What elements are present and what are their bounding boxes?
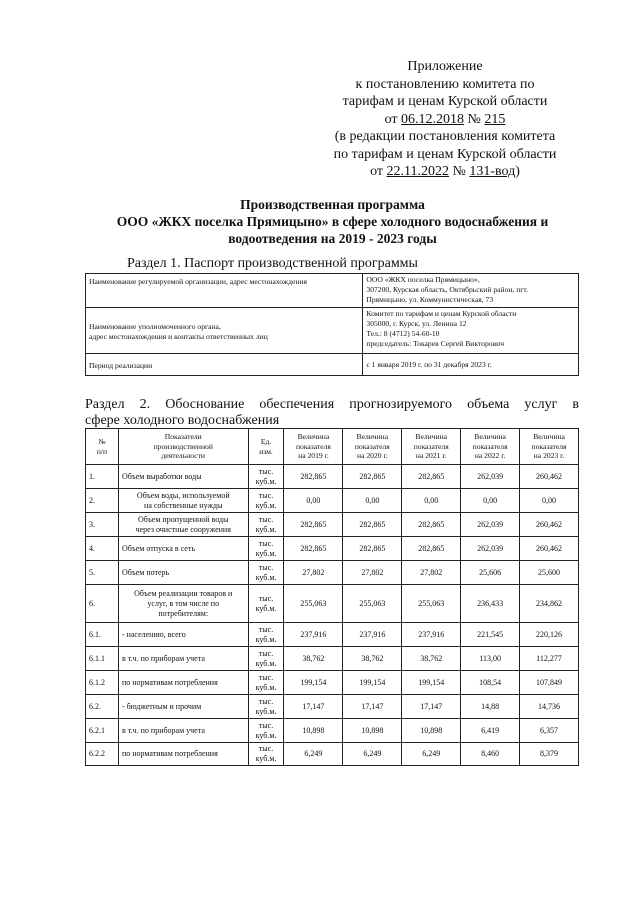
value-cell: 237,916 bbox=[343, 623, 402, 647]
column-header: № п/п bbox=[86, 429, 119, 465]
row-number: 4. bbox=[86, 537, 119, 561]
value-cell: 27,802 bbox=[343, 561, 402, 585]
title-line: ООО «ЖКХ поселка Прямицыно» в сфере холодного водоснабжения и bbox=[116, 214, 549, 229]
indicator-name: Объем реализации товаров и услуг, в том числе по потребителям: bbox=[118, 585, 248, 623]
passport-value-line: 307200, Курская область, Октябрьский район, пгт. bbox=[366, 285, 529, 294]
section2-heading-line: сфере холодного водоснабжения bbox=[85, 413, 280, 428]
table-row bbox=[86, 513, 579, 537]
value-cell: 25,606 bbox=[461, 561, 520, 585]
value-cell: 199,154 bbox=[343, 671, 402, 695]
table-row bbox=[86, 743, 579, 766]
value-cell: 27,802 bbox=[402, 561, 461, 585]
indicator-name: - населению, всего bbox=[118, 623, 248, 647]
annex-line: тарифам и ценам Курской области bbox=[342, 94, 548, 109]
value-cell: 0,00 bbox=[343, 489, 402, 513]
table-row bbox=[86, 647, 579, 671]
value-cell: 38,762 bbox=[284, 647, 343, 671]
passport-label: Наименование уполномоченного органа, адрес местонахождения и контакты ответственных лиц bbox=[86, 308, 363, 354]
value-cell: 282,865 bbox=[284, 513, 343, 537]
value-cell: 262,039 bbox=[461, 537, 520, 561]
value-cell: 25,600 bbox=[520, 561, 579, 585]
table-row bbox=[86, 585, 579, 623]
row-number: 6.2.2 bbox=[86, 743, 119, 766]
value-cell: 14,736 bbox=[520, 695, 579, 719]
title-line: Производственная программа bbox=[240, 197, 425, 212]
indicator-name: Объем воды, используемой на собственные нужды bbox=[118, 489, 248, 513]
value-cell: 282,865 bbox=[343, 537, 402, 561]
passport-value-line: Тел.: 8 (4712) 54-60-10 bbox=[366, 329, 440, 338]
passport-value bbox=[363, 274, 579, 308]
value-cell: 112,277 bbox=[520, 647, 579, 671]
value-cell: 220,126 bbox=[520, 623, 579, 647]
value-cell: 0,00 bbox=[284, 489, 343, 513]
annex-line bbox=[300, 111, 590, 129]
column-header: Ед. изм. bbox=[248, 429, 284, 465]
value-cell: 255,063 bbox=[402, 585, 461, 623]
value-cell: 221,545 bbox=[461, 623, 520, 647]
indicator-name: в т.ч. по приборам учета bbox=[118, 647, 248, 671]
column-header: Величина показателя на 2023 г. bbox=[520, 429, 579, 465]
revision-number: 131-вод bbox=[469, 164, 516, 179]
row-number: 5. bbox=[86, 561, 119, 585]
row-number: 1. bbox=[86, 465, 119, 489]
value-cell: 17,147 bbox=[284, 695, 343, 719]
row-number: 6.1.2 bbox=[86, 671, 119, 695]
row-number: 6. bbox=[86, 585, 119, 623]
section2-heading bbox=[85, 397, 579, 429]
annex-line: (в редакции постановления комитета bbox=[334, 129, 556, 144]
passport-value-line: Прямицыно, ул. Коммунистическая, 73 bbox=[366, 295, 494, 304]
value-cell: 113,00 bbox=[461, 647, 520, 671]
value-cell: 262,039 bbox=[461, 465, 520, 489]
value-cell: 282,865 bbox=[284, 537, 343, 561]
column-header: Величина показателя на 2019 г. bbox=[284, 429, 343, 465]
passport-row bbox=[86, 354, 579, 376]
passport-value bbox=[363, 308, 579, 354]
table-row bbox=[86, 489, 579, 513]
column-header: Величина показателя на 2022 г. bbox=[461, 429, 520, 465]
value-cell: 262,039 bbox=[461, 513, 520, 537]
indicator-name: Объем пропущенной воды через очистные сооружения bbox=[118, 513, 248, 537]
passport-value-line: председатель: Токарев Сергей Викторович bbox=[366, 339, 505, 348]
value-cell: 199,154 bbox=[402, 671, 461, 695]
unit-cell: тыс. куб.м. bbox=[248, 513, 284, 537]
indicator-name: в т.ч. по приборам учета bbox=[118, 719, 248, 743]
title-line: водоотведения на 2019 - 2023 годы bbox=[228, 231, 437, 246]
indicator-name: Объем выработки воды bbox=[118, 465, 248, 489]
unit-cell: тыс. куб.м. bbox=[248, 585, 284, 623]
row-number: 6.1.1 bbox=[86, 647, 119, 671]
passport-row bbox=[86, 274, 579, 308]
unit-cell: тыс. куб.м. bbox=[248, 561, 284, 585]
value-cell: 260,462 bbox=[520, 537, 579, 561]
decree-number: 215 bbox=[484, 111, 506, 127]
value-cell: 27,802 bbox=[284, 561, 343, 585]
value-cell: 6,419 bbox=[461, 719, 520, 743]
decree-date: 06.12.2018 bbox=[401, 111, 465, 127]
passport-label: Наименование регулируемой организации, адрес местонахождения bbox=[86, 274, 363, 308]
passport-label: Период реализации bbox=[86, 354, 363, 376]
column-header: Величина показателя на 2021 г. bbox=[402, 429, 461, 465]
value-cell: 260,462 bbox=[520, 513, 579, 537]
passport-value bbox=[363, 354, 579, 376]
value-cell: 17,147 bbox=[343, 695, 402, 719]
value-cell: 17,147 bbox=[402, 695, 461, 719]
passport-value-line: ООО «ЖКХ поселка Прямицыно», bbox=[366, 275, 480, 284]
table-row bbox=[86, 465, 579, 489]
table-header-row bbox=[86, 429, 579, 465]
section2-heading-line: Раздел 2. Обоснование обеспечения прогнозируемого объема услуг в bbox=[85, 397, 579, 412]
annex-line bbox=[300, 163, 590, 181]
passport-row bbox=[86, 308, 579, 354]
passport-value-line: с 1 января 2019 г. по 31 декабря 2023 г. bbox=[366, 359, 492, 369]
value-cell: 107,849 bbox=[520, 671, 579, 695]
passport-value-line: Комитет по тарифам и ценам Курской области bbox=[366, 309, 517, 318]
passport-value-line: 305000, г. Курск, ул. Ленина 12 bbox=[366, 319, 467, 328]
value-cell: 6,249 bbox=[343, 743, 402, 766]
value-cell: 282,865 bbox=[402, 465, 461, 489]
annex-text: № bbox=[448, 164, 470, 179]
value-cell: 14,88 bbox=[461, 695, 520, 719]
unit-cell: тыс. куб.м. bbox=[248, 623, 284, 647]
revision-date: 22.11.2022 bbox=[386, 164, 449, 179]
value-cell: 255,063 bbox=[343, 585, 402, 623]
annex-line: по тарифам и ценам Курской области bbox=[333, 146, 557, 162]
value-cell: 6,357 bbox=[520, 719, 579, 743]
unit-cell: тыс. куб.м. bbox=[248, 465, 284, 489]
unit-cell: тыс. куб.м. bbox=[248, 719, 284, 743]
value-cell: 38,762 bbox=[402, 647, 461, 671]
value-cell: 10,898 bbox=[343, 719, 402, 743]
value-cell: 199,154 bbox=[284, 671, 343, 695]
annex-text: ) bbox=[515, 164, 520, 179]
row-number: 6.1. bbox=[86, 623, 119, 647]
indicator-name: Объем потерь bbox=[118, 561, 248, 585]
section1-heading: Раздел 1. Паспорт производственной программы bbox=[127, 256, 418, 271]
annex-text: от bbox=[384, 111, 402, 127]
unit-cell: тыс. куб.м. bbox=[248, 695, 284, 719]
row-number: 6.2.1 bbox=[86, 719, 119, 743]
value-cell: 236,433 bbox=[461, 585, 520, 623]
annex-block bbox=[300, 58, 590, 181]
value-cell: 255,063 bbox=[284, 585, 343, 623]
value-cell: 237,916 bbox=[402, 623, 461, 647]
table-row bbox=[86, 561, 579, 585]
unit-cell: тыс. куб.м. bbox=[248, 671, 284, 695]
value-cell: 282,865 bbox=[284, 465, 343, 489]
table-row bbox=[86, 623, 579, 647]
value-cell: 10,898 bbox=[402, 719, 461, 743]
value-cell: 6,249 bbox=[402, 743, 461, 766]
unit-cell: тыс. куб.м. bbox=[248, 489, 284, 513]
unit-cell: тыс. куб.м. bbox=[248, 647, 284, 671]
annex-text: № bbox=[464, 111, 485, 127]
indicators-table bbox=[85, 428, 579, 766]
value-cell: 8,379 bbox=[520, 743, 579, 766]
value-cell: 237,916 bbox=[284, 623, 343, 647]
passport-table bbox=[85, 273, 579, 376]
value-cell: 282,865 bbox=[402, 513, 461, 537]
table-row bbox=[86, 671, 579, 695]
row-number: 6.2. bbox=[86, 695, 119, 719]
indicator-name: Объем отпуска в сеть bbox=[118, 537, 248, 561]
unit-cell: тыс. куб.м. bbox=[248, 743, 284, 766]
value-cell: 8,460 bbox=[461, 743, 520, 766]
value-cell: 108,54 bbox=[461, 671, 520, 695]
table-row bbox=[86, 719, 579, 743]
value-cell: 234,862 bbox=[520, 585, 579, 623]
annex-line: Приложение bbox=[407, 59, 483, 74]
table-row bbox=[86, 695, 579, 719]
value-cell: 282,865 bbox=[402, 537, 461, 561]
column-header: Показатели производственной деятельности bbox=[118, 429, 248, 465]
value-cell: 0,00 bbox=[461, 489, 520, 513]
table-row bbox=[86, 537, 579, 561]
value-cell: 0,00 bbox=[520, 489, 579, 513]
unit-cell: тыс. куб.м. bbox=[248, 537, 284, 561]
annex-line: к постановлению комитета по bbox=[355, 76, 535, 92]
indicator-name: по нормативам потребления bbox=[118, 671, 248, 695]
indicator-name: - бюджетным и прочим bbox=[118, 695, 248, 719]
value-cell: 10,898 bbox=[284, 719, 343, 743]
value-cell: 6,249 bbox=[284, 743, 343, 766]
document-title bbox=[95, 196, 570, 247]
value-cell: 282,865 bbox=[343, 465, 402, 489]
value-cell: 0,00 bbox=[402, 489, 461, 513]
value-cell: 282,865 bbox=[343, 513, 402, 537]
annex-text: от bbox=[370, 164, 387, 179]
row-number: 3. bbox=[86, 513, 119, 537]
value-cell: 38,762 bbox=[343, 647, 402, 671]
row-number: 2. bbox=[86, 489, 119, 513]
value-cell: 260,462 bbox=[520, 465, 579, 489]
column-header: Величина показателя на 2020 г. bbox=[343, 429, 402, 465]
indicator-name: по нормативам потребления bbox=[118, 743, 248, 766]
